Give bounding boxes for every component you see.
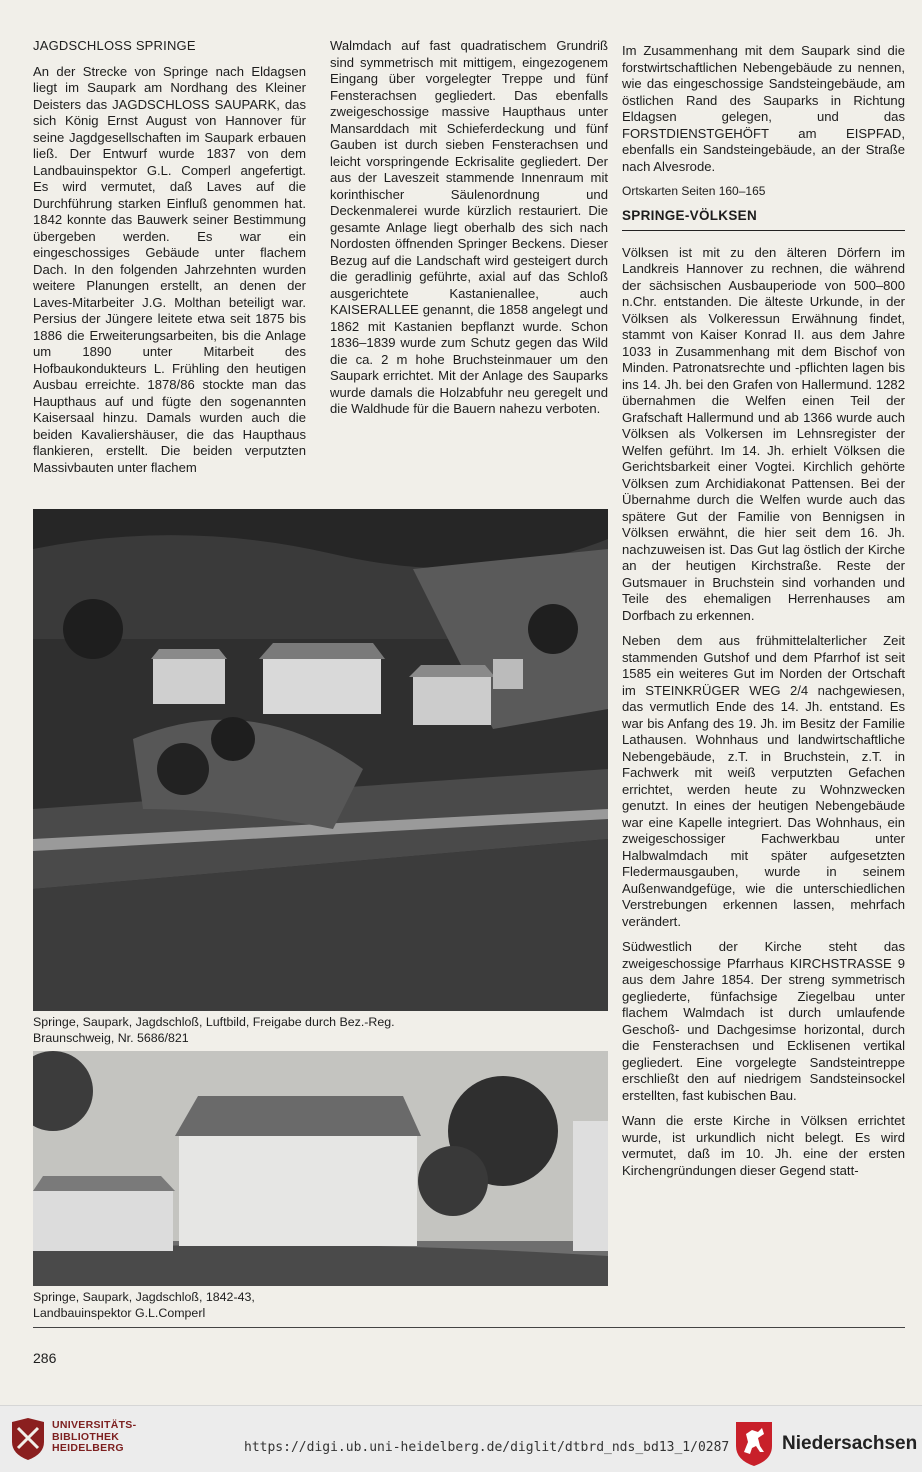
paragraph: Wann die erste Kirche in Völksen errichtet wurde, ist urkundlich nicht belegt. Es wird vermutet, daß im 10. Jh. eine der ersten Kirchengründungen dieser Gegend statt- <box>622 1113 905 1178</box>
lower-saxony-horse-icon[interactable] <box>734 1420 774 1466</box>
aerial-photo <box>33 509 608 1011</box>
photo-caption: Springe, Saupark, Jagdschloß, Luftbild, Freigabe durch Bez.-Reg. Braunschweig, Nr. 5686/821 <box>33 1015 395 1045</box>
footer-rule <box>33 1327 905 1328</box>
document-url-link[interactable]: https://digi.ub.uni-heidelberg.de/diglit/dtbrd_nds_bd13_1/0287 <box>244 1440 730 1455</box>
facade-photo <box>33 1051 608 1286</box>
column-3 <box>622 43 905 1188</box>
paragraph: An der Strecke von Springe nach Eldagsen liegt im Saupark am Nordhang des Kleiner Deisters das JAGDSCHLOSS SAUPARK, das sich König Ernst August von Hannover für seine Jagdgesellschaften im Saupark erbauen ließ. Der Entwurf wurde 1837 von dem Landbauinspektor G.L. Comperl angefertigt. Es wird vermutet, daß Laves auf die Durchführung starken Einfluß genommen hat. 1842 konnte das Bauwerk seiner Bestimmung übergeben werden. Es war ein eingeschossiges Gebäude unter flachem Dach. In den folgenden Jahrzehnten wurden weitere Planungen erstellt, an denen der Laves-Mitarbeiter J.G. Molthan beteiligt war. Persius der Jüngere leitete etwa seit 1875 bis 1886 die Erweiterungsarbeiten, bis die Anlage um 1890 unter Mitarbeit des Hofbaukondukteurs L. Frühling den heutigen Ausbau erreichte. 1878/86 stockte man das Haupthaus auf und fügte den sogenannten Kaisersaal hinzu. Damals wurden auch die beiden Kavaliershäuser, die das Haupthaus flankieren, erstellt. Die beiden verputzten Massivbauten unter flachem <box>33 63 306 475</box>
column-2 <box>330 38 608 427</box>
section-title-springe-voelksen: SPRINGE-VÖLKSEN <box>622 208 905 231</box>
paragraph: Südwestlich der Kirche steht das zweigeschossige Pfarrhaus KIRCHSTRASSE 9 aus dem Jahre 1854. Der streng symmetrisch gegliederte, fünfachsige Ziegelbau unter flachem Walmdach ist durch umlaufende Geschoß- und Dachgesimse horizontal, durch die Fensterachsen und Ecklisenen vertikal gegliedert. Eine vorgelegte Sandsteintreppe erschließt den auf niedrigem Sandsteinsockel erstellten, fast kubischen Bau. <box>622 939 905 1103</box>
paragraph: Walmdach auf fast quadratischem Grundriß sind symmetrisch mit mittigem, eingezogenem Eingang über vorgelegter Treppe und fünf Fensterachsen gegliedert. Das ebenfalls zweigeschossige massive Haupthaus unter Mansarddach mit Schieferdeckung und fünf Gauben ist durch sieben Fensterachsen und leicht vorspringende Eckrisalite gegliedert. Der aus der Laveszeit stammende Innenraum mit korinthischer Säulenordnung und Deckenmalerei wurde kürzlich restauriert. Die gesamte Anlage liegt oberhalb des sich nach Nordosten öffnenden Springer Beckens. Dieser Bezug auf die Landschaft wird gesteigert durch die geradlinig geführte, axial auf das Schloß ausgerichtete Kastanienallee, auch KAISERALLEE genannt, die 1858 angelegt und 1862 mit Kastanien bepflanzt wurde. Schon 1836–1839 wurde zum Schutz gegen das Wild die ca. 2 m hohe Bruchsteinmauer um den Saupark errichtet. Mit der Anlage des Sauparks wurde damals die Holzabfuhr neu geregelt und die Waldhude für die Bauern nahezu verboten. <box>330 38 608 416</box>
paragraph: Im Zusammenhang mit dem Saupark sind die forstwirtschaftlichen Nebengebäude zu nennen, wie das eingeschossige Sandsteingebäude, am östlichen Rand des Sauparks in Richtung Eldagsen gelegen, und das FORSTDIENSTGEHÖFT am EISPFAD, ebenfalls ein Sandsteingebäude, an der Straße nach Alvesrode. <box>622 43 905 174</box>
column-1 <box>33 38 306 485</box>
photo-caption: Springe, Saupark, Jagdschloß, 1842-43, Landbauinspektor G.L.Comperl <box>33 1290 255 1320</box>
section-heading-jagdschloss: JAGDSCHLOSS SPRINGE <box>33 38 196 53</box>
page-number: 286 <box>33 1350 57 1366</box>
university-library-name[interactable]: UNIVERSITÄTS- BIBLIOTHEK HEIDELBERG <box>52 1419 137 1454</box>
paragraph: Neben dem aus frühmittelalterlicher Zeit stammenden Gutshof und dem Pfarrhof ist seit 1585 ein weiteres Gut im Norden der Ortschaft im STEINKRÜGER WEG 2/4 nachgewiesen, das vermutlich Ende des 14. Jh. entstand. Es war bis Anfang des 19. Jh. im Besitz der Familie Lathausen. Wohnhaus und landwirtschaftliche Nebengebäude, z.T. in Bruchstein, z.T. in Fachwerk mit weiß verputzten Gefachen errichtet, werden heute zu Wohnzwecken genutzt. In eines der heutigen Nebengebäude war eine Kapelle integriert. Das Wohnhaus, ein zweigeschossiger Fachwerkbau unter Halbwalmdach mit später aufgesetzten Fledermausgauben, wurde in seinem Außenwandgefüge, wie die unterschiedlichen Verstrebungen erkennen lassen, mehrfach verändert. <box>622 633 905 929</box>
ortskarten-note: Ortskarten Seiten 160–165 <box>622 184 766 198</box>
viewer-footer <box>0 1405 922 1472</box>
paragraph: Völksen ist mit zu den älteren Dörfern im Landkreis Hannover zu rechnen, die während der sächsischen Ausbauperiode von 500–800 n.Chr. entstanden. Die älteste Urkunde, in der Völksen als Volkeressun Erwähnung findet, stammt von Kaiser Konrad II. aus dem Jahre 1033 in Zusammenhang mit dem Bischof von Minden. Patronatsrechte und -pflichten lagen bis ins 14. Jh. bei den Grafen von Hallermund. 1282 übernahmen die Welfen einen Teil der Grafschaft Hallermund und ab 1366 wurde auch Völksen als Volkersen im Lehnsregister der Welfen geführt. Im 14. Jh. erhielt Völksen die Gerichtsbarkeit einer Vogtei. Kirchlich gehörte Völksen zum Archidiakonat Pattensen. Bei der Übernahme durch die Welfen wurde auch das spätere Gut der Familie von Bennigsen in Völksen erwähnt, die hier seit dem 16. Jh. nachzuweisen ist. Das Gut lag östlich der Kirche an der heutigen Kirchstraße. Reste der Gutsmauer in Bruchstein sind vorhanden und Teile des ehemaligen Herrenhauses am Dorfbach zu erkennen. <box>622 244 905 623</box>
university-seal-icon[interactable] <box>10 1418 46 1460</box>
state-name[interactable]: Niedersachsen <box>782 1433 918 1454</box>
